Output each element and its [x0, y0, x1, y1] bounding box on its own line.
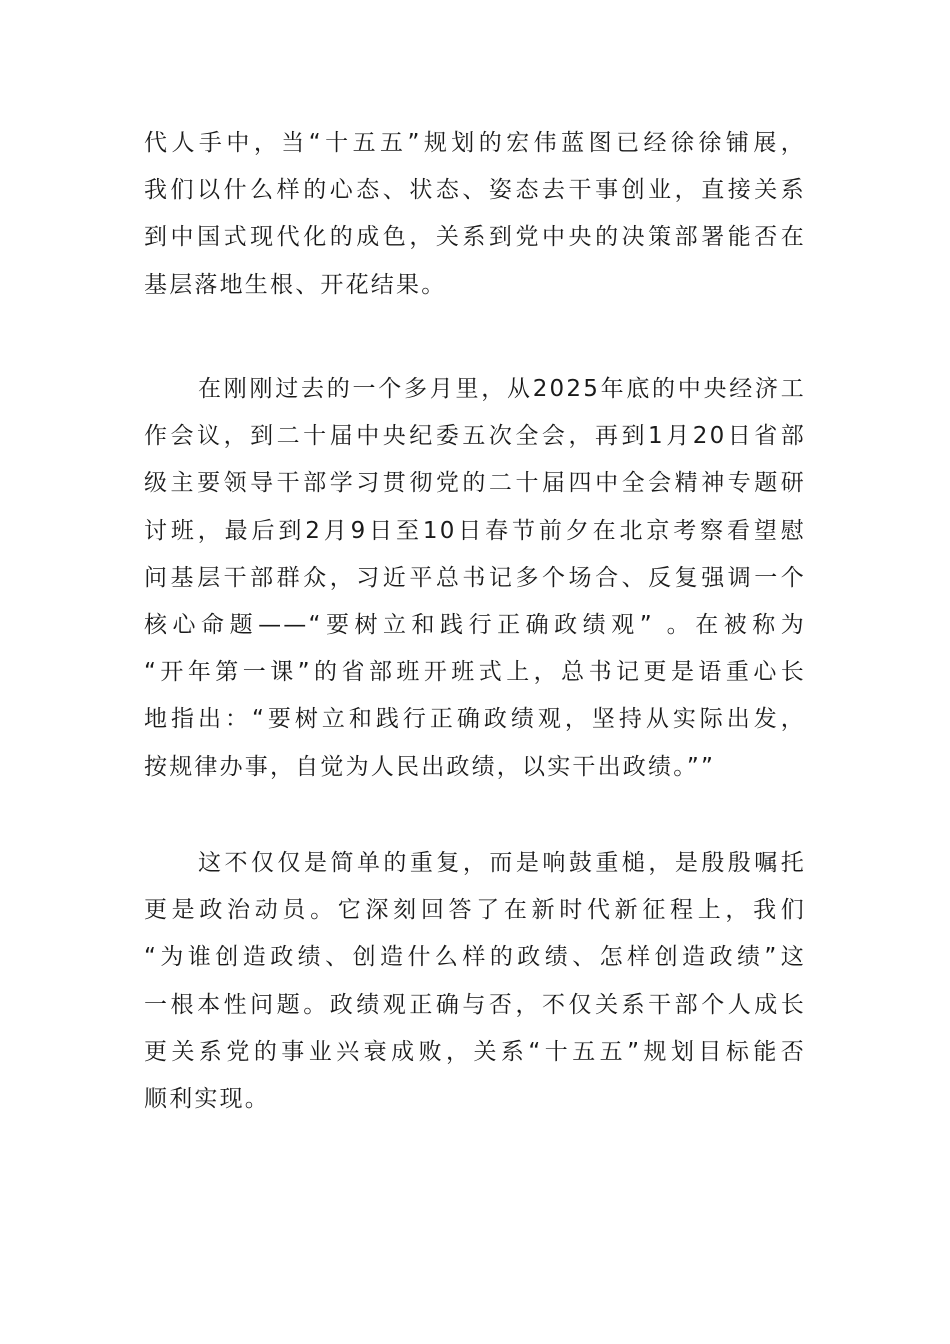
paragraph-line: 顺利实现。 — [144, 1086, 270, 1113]
paragraph-line: 更关系党的事业兴衰成败，关系“十五五”规划目标能否 — [144, 1038, 806, 1065]
paragraph-line: 一根本性问题。政绩观正确与否，不仅关系干部个人成长 — [144, 991, 806, 1018]
paragraph-line: 基层落地生根、开花结果。 — [144, 271, 447, 298]
paragraph-line: 作会议，到二十届中央纪委五次全会，再到1月20日省部 — [144, 423, 806, 450]
paragraph-3 — [144, 840, 806, 1123]
paragraph-line: 问基层干部群众，习近平总书记多个场合、反复强调一个 — [144, 564, 806, 591]
paragraph-line: 更是政治动员。它深刻回答了在新时代新征程上，我们 — [144, 897, 806, 924]
paragraph-line: 级主要领导干部学习贯彻党的二十届四中全会精神专题研 — [144, 470, 806, 497]
paragraph-line: 核心命题——“要树立和践行正确政绩观” 。在被称为 — [144, 612, 806, 639]
paragraph-line: 讨班，最后到2月9日至10日春节前夕在北京考察看望慰 — [144, 517, 806, 544]
paragraph-line: 我们以什么样的心态、状态、姿态去干事创业，直接关系 — [144, 177, 806, 204]
paragraph-line: 地指出：“要树立和践行正确政绩观，坚持从实际出发， — [144, 706, 806, 733]
paragraph-line: “开年第一课”的省部班开班式上，总书记更是语重心长 — [144, 659, 806, 686]
paragraph-line: 这不仅仅是简单的重复，而是响鼓重槌，是殷殷嘱托 — [198, 850, 806, 876]
paragraph-1 — [144, 120, 806, 309]
paragraph-line: 代人手中，当“十五五”规划的宏伟蓝图已经徐徐铺展， — [144, 130, 806, 156]
paragraph-line: 到中国式现代化的成色，关系到党中央的决策部署能否在 — [144, 224, 806, 251]
paragraph-line: 在刚刚过去的一个多月里，从2025年底的中央经济工 — [198, 376, 806, 402]
paragraph-line: 按规律办事，自觉为人民出政绩，以实干出政绩。”” — [144, 753, 716, 780]
paragraph-line: “为谁创造政绩、创造什么样的政绩、怎样创造政绩”这 — [144, 944, 806, 971]
paragraph-2 — [144, 366, 806, 791]
